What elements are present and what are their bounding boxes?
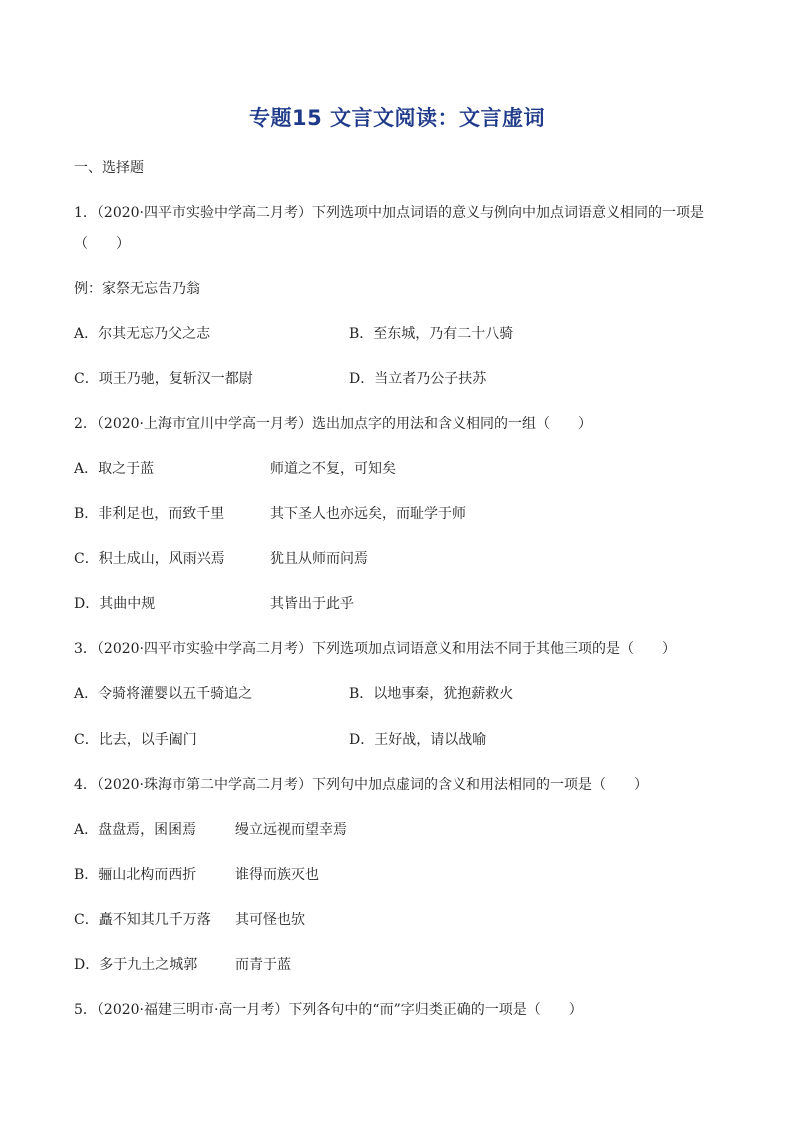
q1-option-b: B．至东城，乃有二十八骑: [349, 326, 514, 342]
q4-row-b-left: B．骊山北构而西折: [74, 867, 197, 883]
q3-stem: 3．（2020·四平市实验中学高二月考）下列选项加点词语意义和用法不同于其他三项的是（ ）: [74, 641, 676, 657]
q4-row-b-right: 谁得而族灭也: [235, 867, 319, 883]
q2-row-b-left: B．非利足也，而致千里: [74, 506, 225, 522]
q2-stem: 2．（2020·上海市宜川中学高一月考）选出加点字的用法和含义相同的一组（ ）: [74, 416, 592, 432]
q4-row-a-left: A．盘盘焉，囷囷焉: [74, 822, 197, 838]
q4-stem: 4．（2020·珠海市第二中学高二月考）下列句中加点虚词的含义和用法相同的一项是（ ）: [74, 777, 648, 793]
q1-option-d: D．当立者乃公子扶苏: [349, 371, 487, 387]
q2-row-d-left: D．其曲中规: [74, 596, 156, 612]
q2-row-d-right: 其皆出于此乎: [270, 596, 354, 612]
q1-example: 例：家祭无忘告乃翁: [74, 281, 200, 297]
page-title: 专题15 文言文阅读：文言虚词: [248, 106, 546, 130]
q3-option-c: C．比去，以手阖门: [74, 732, 197, 748]
q1-option-c: C．项王乃驰，复斩汉一都尉: [74, 371, 253, 387]
q4-row-c-right: 其可怪也欤: [235, 912, 305, 928]
q1-stem-line1: 1．（2020·四平市实验中学高二月考）下列选项中加点词语的意义与例向中加点词语意义相同的一项是: [74, 205, 704, 221]
q4-row-d-right: 而青于蓝: [235, 957, 291, 973]
q5-stem: 5．（2020·福建三明市·高一月考）下列各句中的“而”字归类正确的一项是（ ）: [74, 1002, 583, 1018]
q2-row-c-right: 犹且从师而问焉: [270, 551, 368, 567]
q4-row-d-left: D．多于九土之城郭: [74, 957, 198, 973]
q4-row-a-right: 缦立远视而望幸焉: [235, 822, 347, 838]
q4-row-c-left: C．矗不知其几千万落: [74, 912, 211, 928]
q2-row-c-left: C．积土成山，风雨兴焉: [74, 551, 225, 567]
section-heading: 一、选择题: [74, 160, 144, 176]
q1-stem-line2: （ ）: [74, 236, 130, 252]
q2-row-a-left: A．取之于蓝: [74, 461, 155, 477]
q3-option-a: A．令骑将灌婴以五千骑追之: [74, 686, 253, 702]
q1-option-a: A．尔其无忘乃父之志: [74, 326, 211, 342]
q2-row-b-right: 其下圣人也亦远矣，而耻学于师: [270, 506, 466, 522]
q3-option-d: D．王好战，请以战喻: [349, 732, 487, 748]
q2-row-a-right: 师道之不复，可知矣: [270, 461, 396, 477]
q3-option-b: B．以地事秦，犹抱薪救火: [349, 686, 514, 702]
